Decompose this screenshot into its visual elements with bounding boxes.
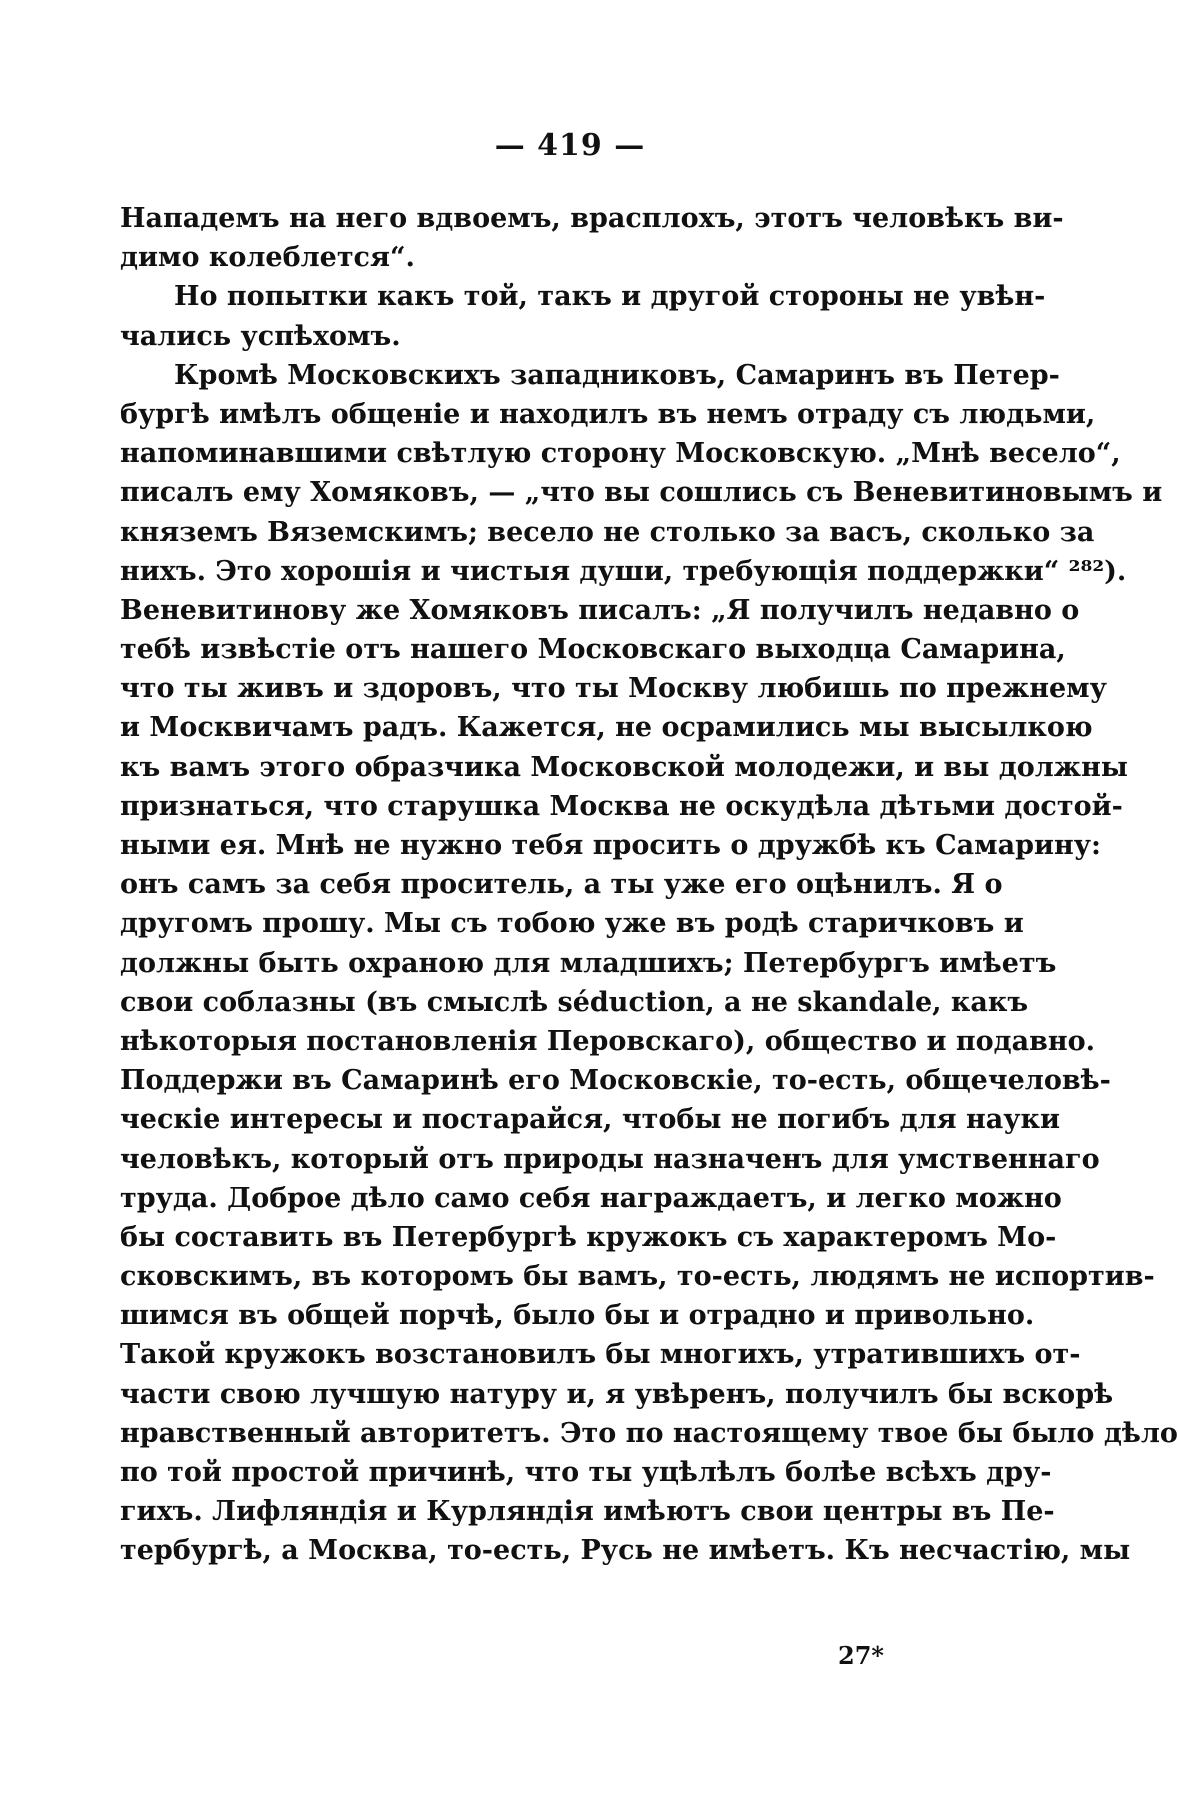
text-line: княземъ Вяземскимъ; весело не столько за васъ, сколько за xyxy=(120,516,1095,548)
text-line: нихъ. Это хорошія и чистыя души, требующія поддержки“ ²⁸²). xyxy=(120,555,1127,587)
text-line: ными ея. Мнѣ не нужно тебя просить о дружбѣ къ Самарину: xyxy=(120,830,1102,861)
text-line: и Москвичамъ радъ. Кажется, не осрамились мы высылкою xyxy=(120,712,1093,744)
text-line: что ты живъ и здоровъ, что ты Москву любишь по прежнему xyxy=(120,673,1107,705)
text-line: тербургѣ, а Москва, то-есть, Русь не имѣетъ. Къ несчастію, мы xyxy=(120,1535,1131,1567)
text-line: нѣкоторыя постановленія Перовскаго), общество и подавно. xyxy=(120,1025,1096,1057)
text-line: части свою лучшую натуру и, я увѣренъ, получилъ бы вскорѣ xyxy=(120,1378,1114,1410)
text-line: шимся въ общей порчѣ, было бы и отрадно и привольно. xyxy=(120,1300,1035,1332)
text-line: гихъ. Лифляндія и Курляндія имѣютъ свои центры въ Пе- xyxy=(120,1496,1055,1528)
text-line: ческіе интересы и постарайся, чтобы не погибъ для науки xyxy=(120,1104,1061,1136)
text-line: сковскимъ, въ которомъ бы вамъ, то-есть, людямъ не испортив- xyxy=(120,1261,1155,1293)
text-line: писалъ ему Хомяковъ, — „что вы сошлись съ Веневитиновымъ и xyxy=(120,477,1163,509)
page-number: — 419 — xyxy=(494,128,646,163)
body-text xyxy=(120,199,1178,1571)
text-line: бургѣ имѣлъ общеніе и находилъ въ немъ отраду съ людьми, xyxy=(120,398,1096,430)
text-line: другомъ прошу. Мы съ тобою уже въ родѣ старичковъ и xyxy=(120,908,1024,940)
text-line: напоминавшими свѣтлую сторону Московскую. „Мнѣ весело“, xyxy=(120,438,1121,470)
text-line: должны быть охраною для младшихъ; Петербургъ имѣетъ xyxy=(120,947,1057,979)
text-line: Кромѣ Московскихъ западниковъ, Самаринъ въ Петер- xyxy=(174,359,1060,391)
text-line: онъ самъ за себя проситель, а ты уже его оцѣнилъ. Я о xyxy=(120,869,1003,901)
text-line: Нападемъ на него вдвоемъ, врасплохъ, этотъ человѣкъ ви- xyxy=(120,203,1064,234)
text-line: Такой кружокъ возстановилъ бы многихъ, утратившихъ от- xyxy=(120,1339,1081,1371)
text-line: къ вамъ этого образчика Московской молодежи, и вы должны xyxy=(120,751,1128,783)
text-line: нравственный авторитетъ. Это по настоящему твое бы было дѣло xyxy=(120,1417,1178,1449)
text-line: свои соблазны (въ смыслѣ séduction, а не skandale, какъ xyxy=(120,986,1029,1018)
text-line: чались успѣхомъ. xyxy=(120,320,401,352)
text-line: Веневитинову же Хомяковъ писалъ: „Я получилъ недавно о xyxy=(120,594,1080,626)
text-line: труда. Доброе дѣло само себя награждаетъ, и легко можно xyxy=(120,1182,1062,1214)
signature-mark: 27* xyxy=(838,1641,884,1670)
text-line: Но попытки какъ той, такъ и другой стороны не увѣн- xyxy=(174,281,1046,313)
text-line: Поддержи въ Самаринѣ его Московскіе, то-есть, общечеловѣ- xyxy=(120,1065,1111,1097)
text-line: признаться, что старушка Москва не оскудѣла дѣтьми достой- xyxy=(120,790,1123,822)
text-line: человѣкъ, который отъ природы назначенъ для умственнаго xyxy=(120,1143,1100,1175)
text-line: бы составить въ Петербургѣ кружокъ съ характеромъ Мо- xyxy=(120,1221,1057,1253)
text-line: по той простой причинѣ, что ты уцѣлѣлъ болѣе всѣхъ дру- xyxy=(120,1457,1052,1488)
text-line: димо колеблется“. xyxy=(120,242,415,274)
text-line: тебѣ извѣстіе отъ нашего Московскаго выходца Самарина, xyxy=(120,634,1066,666)
